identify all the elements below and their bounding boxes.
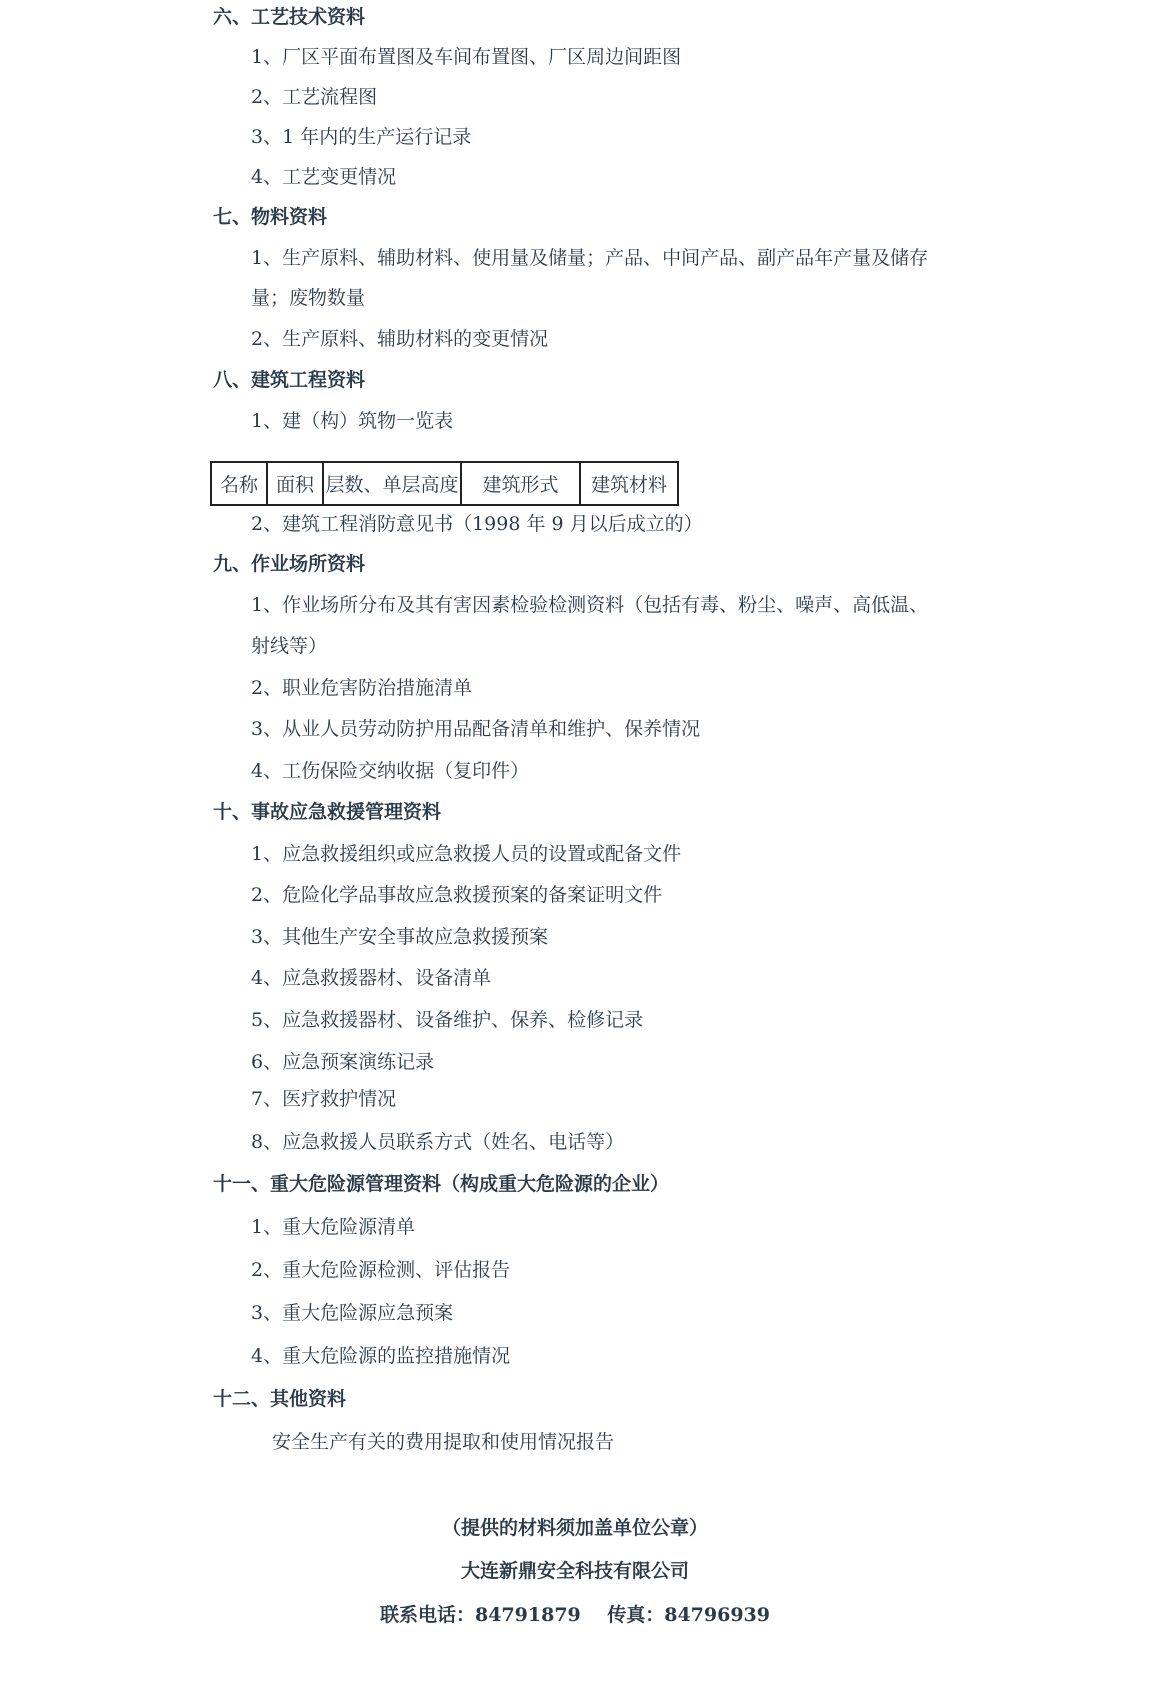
section-10-title: 十、事故应急救援管理资料 (213, 801, 442, 823)
footer-company: 大连新鼎安全科技有限公司 (460, 1560, 689, 1582)
list-item: 1、生产原料、辅助材料、使用量及储量；产品、中间产品、副产品年产量及储存 (251, 247, 929, 269)
section-7-title: 七、物料资料 (213, 206, 328, 228)
list-item: 安全生产有关的费用提取和使用情况报告 (272, 1431, 615, 1453)
list-item: 8、应急救援人员联系方式（姓名、电话等） (251, 1131, 625, 1153)
section-12-title: 十二、其他资料 (213, 1388, 347, 1410)
list-item-continuation: 射线等） (251, 635, 328, 657)
list-item: 1、厂区平面布置图及车间布置图、厂区周边间距图 (251, 46, 682, 68)
list-item: 4、重大危险源的监控措施情况 (251, 1345, 511, 1367)
list-item: 1、应急救援组织或应急救援人员的设置或配备文件 (251, 843, 682, 865)
list-item: 3、从业人员劳动防护用品配备清单和维护、保养情况 (251, 718, 701, 740)
list-item: 5、应急救援器材、设备维护、保养、检修记录 (251, 1009, 644, 1031)
table-header-cell: 名称 (211, 462, 267, 505)
list-item: 4、应急救援器材、设备清单 (251, 967, 492, 989)
list-item: 2、危险化学品事故应急救援预案的备案证明文件 (251, 884, 663, 906)
list-item: 1、重大危险源清单 (251, 1216, 416, 1238)
table-header-row (211, 462, 678, 505)
footer-note: （提供的材料须加盖单位公章） (441, 1517, 708, 1539)
list-item: 2、工艺流程图 (251, 86, 378, 108)
list-item: 2、生产原料、辅助材料的变更情况 (251, 328, 549, 350)
list-item: 2、重大危险源检测、评估报告 (251, 1259, 511, 1281)
table-header-cell: 层数、单层高度 (323, 462, 461, 505)
section-9-title: 九、作业场所资料 (213, 553, 366, 575)
list-item: 1、作业场所分布及其有害因素检验检测资料（包括有毒、粉尘、噪声、高低温、 (251, 594, 929, 616)
list-item: 3、重大危险源应急预案 (251, 1302, 454, 1324)
table-header-cell: 面积 (267, 462, 323, 505)
building-table (210, 461, 679, 506)
section-11-title: 十一、重大危险源管理资料（构成重大危险源的企业） (213, 1173, 670, 1195)
list-item: 6、应急预案演练记录 (251, 1051, 435, 1073)
list-item: 3、1 年内的生产运行记录 (251, 126, 472, 148)
list-item-continuation: 量；废物数量 (251, 287, 366, 309)
section-6-title: 六、工艺技术资料 (213, 6, 366, 28)
footer-contact: 联系电话：84791879 传真：84796939 (380, 1604, 770, 1626)
list-item: 3、其他生产安全事故应急救援预案 (251, 926, 549, 948)
table-header-cell: 建筑材料 (580, 462, 678, 505)
list-item: 7、医疗救护情况 (251, 1088, 397, 1110)
list-item: 4、工艺变更情况 (251, 166, 397, 188)
section-8-title: 八、建筑工程资料 (213, 369, 366, 391)
list-item: 4、工伤保险交纳收据（复印件） (251, 760, 530, 782)
list-item: 2、建筑工程消防意见书（1998 年 9 月以后成立的） (251, 513, 703, 535)
table-header-cell: 建筑形式 (461, 462, 580, 505)
list-item: 2、职业危害防治措施清单 (251, 677, 473, 699)
list-item: 1、建（构）筑物一览表 (251, 410, 454, 432)
